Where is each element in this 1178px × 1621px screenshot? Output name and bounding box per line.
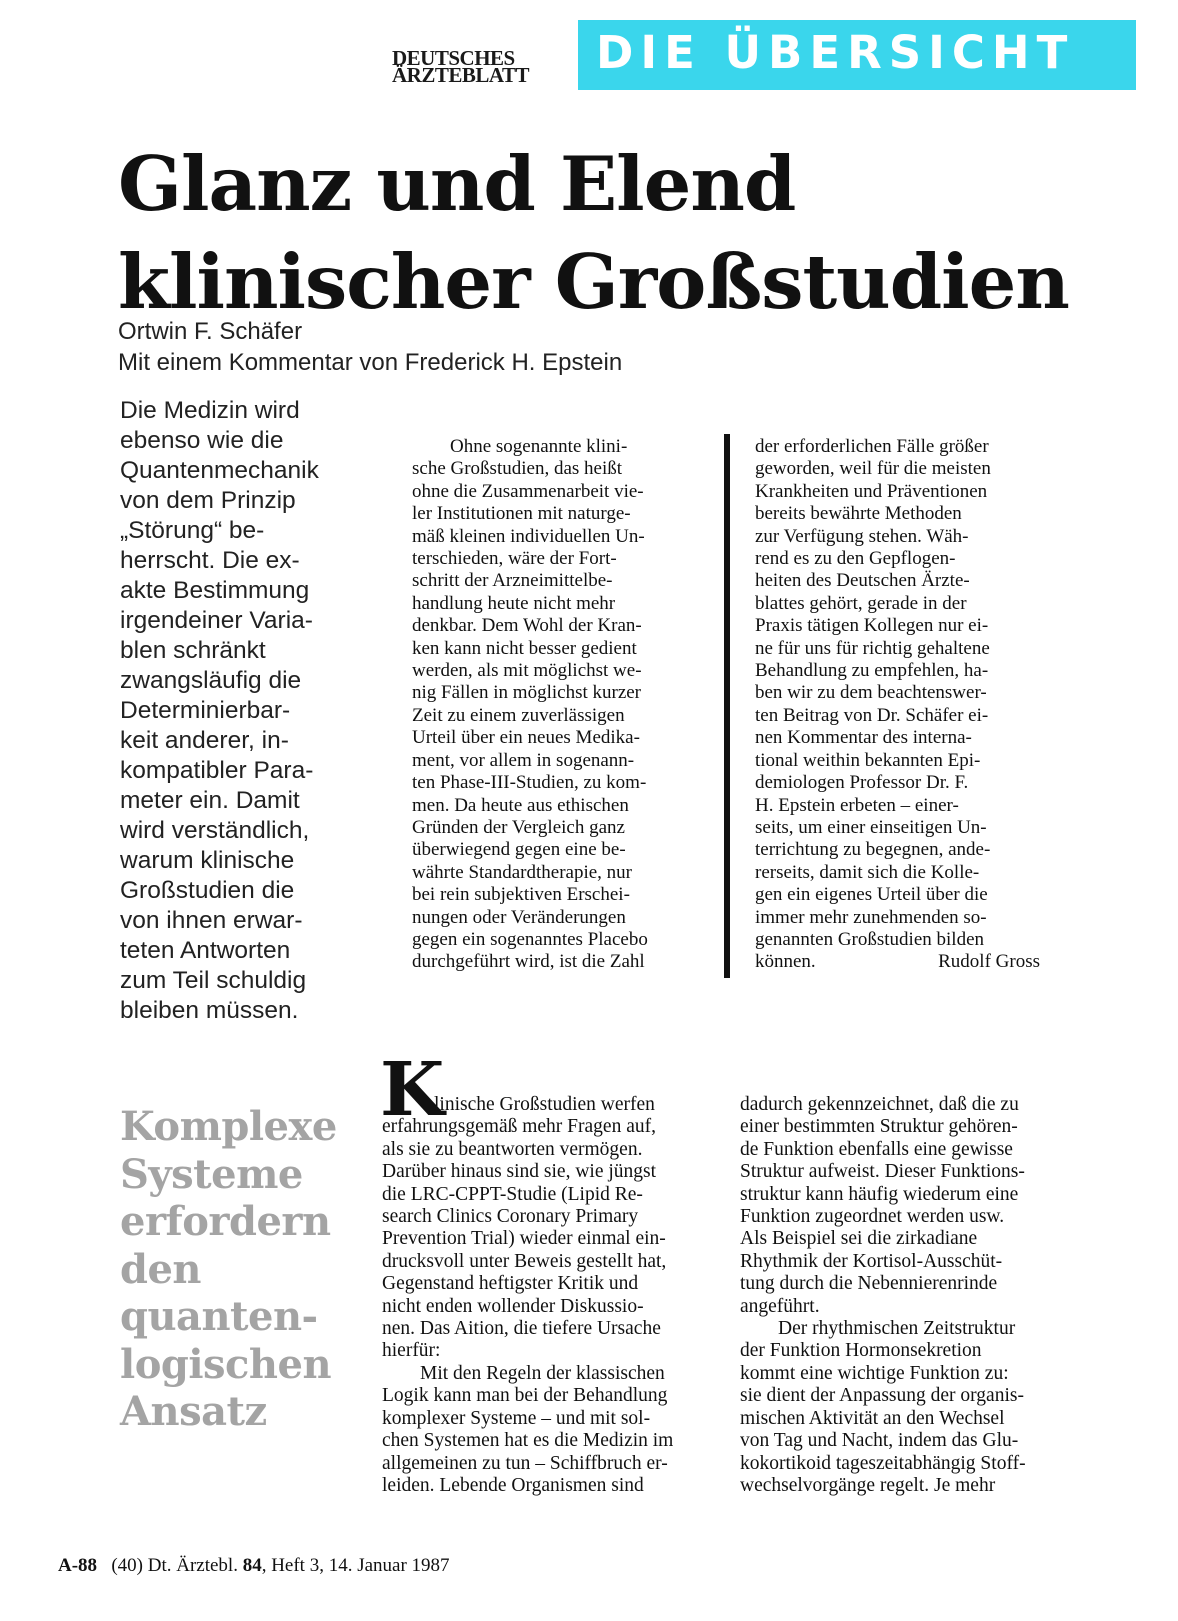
preface-line: Zeit zu einem zuverlässigen: [412, 704, 625, 726]
section-label: DIE ÜBERSICHT: [596, 26, 1075, 79]
preface-line: ten Beitrag von Dr. Schäfer ei-: [755, 704, 989, 726]
preface-line: ken kann nicht besser gedient: [412, 637, 637, 659]
preface-signature: Rudolf Gross: [938, 951, 1040, 973]
body-column-2: [740, 1094, 1076, 1497]
title-line: Glanz und Elend: [118, 140, 796, 228]
abstract-line: bleiben müssen.: [120, 997, 299, 1024]
body-line: angeführt.: [740, 1295, 820, 1317]
abstract-line: zwangsläufig die: [120, 667, 302, 694]
preface-line: Gründen der Vergleich ganz: [412, 816, 625, 838]
preface-line: währte Standardtherapie, nur: [412, 861, 632, 883]
preface-line: geworden, weil für die meisten: [755, 458, 991, 480]
body-line: Struktur aufweist. Dieser Funktions-: [740, 1161, 1025, 1183]
pull-quote-line: den: [120, 1245, 201, 1293]
body-line: Als Beispiel sei die zirkadiane: [740, 1228, 978, 1250]
preface-line: bei rein subjektiven Erschei-: [412, 884, 630, 906]
abstract-line: teten Antworten: [120, 937, 291, 964]
body-line: Der rhythmischen Zeitstruktur: [778, 1318, 1016, 1340]
body-line: nicht enden wollender Diskussio-: [382, 1295, 644, 1317]
section-banner: [578, 20, 1136, 90]
preface-column-1: [412, 436, 696, 974]
preface-line: werden, als mit möglichst we-: [412, 660, 642, 682]
preface-line: ohne die Zusammenarbeit vie-: [412, 480, 644, 502]
preface-line: ler Institutionen mit naturge-: [412, 503, 631, 525]
pull-quote-line: logischen: [120, 1340, 332, 1388]
body-line: Funktion zugeordnet werden usw.: [740, 1206, 1005, 1228]
body-line: Rhythmik der Kortisol-Ausschüt-: [740, 1250, 1003, 1272]
preface-line: Behandlung zu empfehlen, ha-: [755, 660, 989, 682]
abstract-line: herrscht. Die ex-: [120, 547, 300, 574]
pull-quote-line: quanten-: [120, 1293, 318, 1340]
preface-line: nen Kommentar des interna-: [755, 727, 972, 749]
preface-divider: [724, 434, 730, 978]
preface-line: genannten Großstudien bilden: [755, 928, 985, 950]
preface-line: handlung heute nicht mehr: [412, 592, 616, 614]
body-line: allgemeinen zu tun – Schiffbruch er-: [382, 1452, 668, 1474]
preface-line: Krankheiten und Präventionen: [755, 480, 988, 502]
preface-line: zur Verfügung stehen. Wäh-: [755, 525, 969, 547]
body-line: komplexer Systeme – und mit sol-: [382, 1407, 651, 1429]
body-line: Mit den Regeln der klassischen: [420, 1362, 665, 1384]
body-line: leiden. Lebende Organismen sind: [382, 1474, 644, 1496]
preface-line: rend es zu den Gepflogen-: [755, 548, 956, 570]
page-number: A-88: [58, 1555, 98, 1576]
preface-line: terschieden, wäre der Fort-: [412, 548, 617, 570]
article-title: [118, 135, 1158, 331]
preface-line: ne für uns für richtig gehaltene: [755, 637, 990, 659]
body-line: erfahrungsgemäß mehr Fragen auf,: [382, 1116, 656, 1138]
abstract-line: von ihnen erwar-: [120, 907, 303, 934]
body-line: Darüber hinaus sind sie, wie jüngst: [382, 1161, 657, 1183]
body-line: chen Systemen hat es die Medizin im: [382, 1430, 674, 1452]
preface-line: mäß kleinen individuellen Un-: [412, 525, 645, 547]
title-line: klinischer Großstudien: [118, 238, 1069, 326]
preface-line: überwiegend gegen eine be-: [412, 839, 626, 861]
body-line: wechselvorgänge regelt. Je mehr: [740, 1474, 996, 1496]
preface-line: gen ein eigenes Urteil über die: [755, 884, 988, 906]
body-line: die LRC-CPPT-Studie (Lipid Re-: [382, 1183, 643, 1205]
abstract-line: Großstudien die: [120, 877, 295, 904]
preface-line: demiologen Professor Dr. F.: [755, 772, 969, 794]
preface-line: immer mehr zunehmenden so-: [755, 906, 987, 928]
preface-line: Praxis tätigen Kollegen nur ei-: [755, 615, 989, 637]
preface-line: der erforderlichen Fälle größer: [755, 436, 989, 457]
abstract-line: meter ein. Damit: [120, 787, 300, 814]
abstract-line: irgendeiner Varia-: [120, 607, 313, 634]
preface-line: terrichtung zu begegnen, ande-: [755, 839, 991, 861]
abstract-line: Determinierbar-: [120, 697, 291, 724]
abstract-line: keit anderer, in-: [120, 727, 289, 754]
body-line: kommt eine wichtige Funktion zu:: [740, 1362, 1009, 1384]
volume-number: 84: [242, 1555, 262, 1576]
abstract-line: Die Medizin wird: [120, 397, 300, 424]
body-line: sie dient der Anpassung der organis-: [740, 1385, 1024, 1407]
pull-quote-line: Komplexe: [120, 1103, 337, 1150]
byline: [118, 316, 622, 378]
body-line: einer bestimmten Struktur gehören-: [740, 1116, 1018, 1138]
body-line: der Funktion Hormonsekretion: [740, 1340, 982, 1362]
abstract-line: Quantenmechanik: [120, 457, 319, 484]
preface-signature-line: [755, 951, 1040, 973]
preface-line: bereits bewährte Methoden: [755, 503, 962, 525]
preface-line: seits, um einer einseitigen Un-: [755, 816, 987, 838]
preface-line: ten Phase-III-Studien, zu kom-: [412, 772, 647, 794]
journal-citation: (40) Dt. Ärztebl.: [111, 1555, 238, 1576]
body-line: nen. Das Aition, die tiefere Ursache: [382, 1318, 661, 1340]
body-line: linische Großstudien werfen: [434, 1094, 655, 1115]
abstract-line: blen schränkt: [120, 637, 266, 664]
issue-date: , Heft 3, 14. Januar 1987: [261, 1555, 450, 1576]
body-line: drucksvoll unter Beweis gestellt hat,: [382, 1250, 667, 1272]
body-line: tung durch die Nebennierenrinde: [740, 1273, 998, 1295]
body-line: de Funktion ebenfalls eine gewisse: [740, 1138, 1013, 1160]
body-column-1: [382, 1094, 714, 1497]
preface-line: tional weithin bekannten Epi-: [755, 749, 981, 771]
preface-column-2: [755, 436, 1040, 974]
abstract-line: akte Bestimmung: [120, 577, 310, 604]
abstract-line: wird verständlich,: [120, 817, 310, 844]
pull-quote-line: erfordern: [120, 1198, 331, 1245]
preface-line: heiten des Deutschen Ärzte-: [755, 570, 970, 592]
masthead-line: ÄRZTEBLATT: [392, 63, 529, 88]
abstract-line: von dem Prinzip: [120, 487, 296, 514]
preface-line: nungen oder Veränderungen: [412, 906, 626, 928]
body-line: Prevention Trial) wieder einmal ein-: [382, 1228, 666, 1250]
abstract-line: zum Teil schuldig: [120, 967, 307, 994]
preface-line: rerseits, damit sich die Kolle-: [755, 861, 980, 883]
body-line: hierfür:: [382, 1340, 441, 1362]
preface-line: ben wir zu dem beachtenswer-: [755, 682, 987, 704]
abstract-line: „Störung“ be-: [120, 517, 265, 544]
abstract-line: kompatibler Para-: [120, 757, 314, 784]
body-line: struktur kann häufig wiederum eine: [740, 1183, 1019, 1205]
preface-line: Urteil über ein neues Medika-: [412, 727, 640, 749]
page-footer: [58, 1555, 450, 1577]
body-line: Logik kann man bei der Behandlung: [382, 1385, 668, 1407]
body-line: Gegenstand heftigster Kritik und: [382, 1273, 639, 1295]
body-line: als sie zu beantworten vermögen.: [382, 1138, 643, 1160]
pull-quote-line: Systeme: [120, 1150, 303, 1198]
drop-cap: K: [380, 1047, 445, 1133]
preface-line: durchgeführt wird, ist die Zahl: [412, 951, 645, 973]
body-line: search Clinics Coronary Primary: [382, 1206, 639, 1228]
abstract: [120, 396, 350, 1026]
body-line: von Tag und Nacht, indem das Glu-: [740, 1430, 1019, 1452]
preface-line: schritt der Arzneimittelbe-: [412, 570, 613, 592]
preface-line: sche Großstudien, das heißt: [412, 458, 623, 480]
masthead-line: DEUTSCHES: [392, 46, 515, 70]
preface-line: H. Epstein erbeten – einer-: [755, 794, 959, 816]
preface-line: gegen ein sogenanntes Placebo: [412, 928, 648, 950]
preface-line: blattes gehört, gerade in der: [755, 592, 967, 614]
abstract-line: warum klinische: [120, 847, 295, 874]
abstract-line: ebenso wie die: [120, 427, 284, 454]
preface-line: Ohne sogenannte klini-: [450, 436, 628, 457]
preface-line: men. Da heute aus ethischen: [412, 794, 629, 816]
pull-quote-line: Ansatz: [120, 1388, 267, 1435]
commentary-credit: Mit einem Kommentar von Frederick H. Epstein: [118, 349, 623, 376]
preface-line: ment, vor allem in sogenann-: [412, 749, 635, 771]
body-line: kokortikoid tageszeitabhängig Stoff-: [740, 1452, 1026, 1474]
pull-quote: [120, 1103, 360, 1436]
preface-last-word: können.: [755, 951, 816, 973]
masthead-logo: [392, 46, 562, 88]
preface-line: nig Fällen in möglichst kurzer: [412, 682, 642, 704]
body-line: dadurch gekennzeichnet, daß die zu: [740, 1094, 1019, 1115]
author: Ortwin F. Schäfer: [118, 318, 303, 345]
body-line: mischen Aktivität an den Wechsel: [740, 1407, 1005, 1429]
preface-line: denkbar. Dem Wohl der Kran-: [412, 615, 642, 637]
